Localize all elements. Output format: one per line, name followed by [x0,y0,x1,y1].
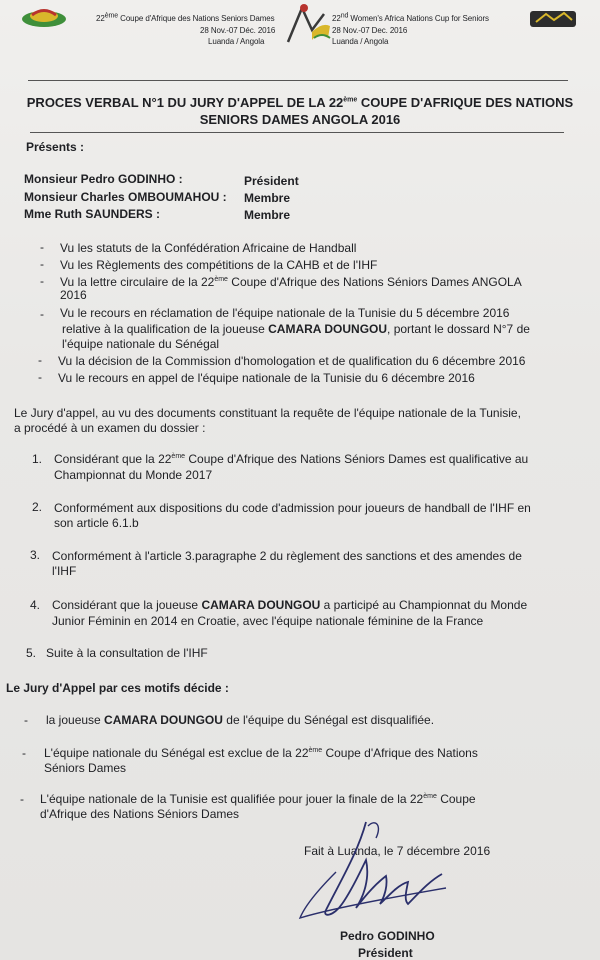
document-title: PROCES VERBAL N°1 DU JURY D'APPEL DE LA 22ème COUPE D'AFRIQUE DES NATIONS [26,95,574,110]
header-left-title: 22ème Coupe d'Afrique des Nations Seniors Dames [96,12,275,23]
member-name-1: Monsieur Pedro GODINHO : [24,172,183,186]
tournament-emblem-icon [282,2,334,48]
bullet-dash: - [24,713,28,727]
presents-heading: Présents : [26,140,85,154]
header-divider [28,80,568,81]
document-subtitle: SENIORS DAMES ANGOLA 2016 [199,112,401,127]
bullet-dash: - [40,274,44,288]
header-right-dates: 28 Nov.-07 Dec. 2016 [332,26,408,35]
point-number-1: 1. [32,452,43,466]
point-4-cont: Junior Féminin en 2014 en Croatie, avec l'équipe nationale féminine de la France [52,614,484,628]
handwritten-signature-icon [296,812,466,932]
bullet-dash: - [20,792,24,806]
header-left-place: Luanda / Angola [208,37,265,46]
point-4: Considérant que la joueuse CAMARA DOUNGOU a participé au Championnat du Monde [52,598,528,612]
point-3: Conformément à l'article 3.paragraphe 2 du règlement des sanctions et des amendes de [52,549,522,563]
cahb-logo-icon [18,6,70,28]
signatory-name: Pedro GODINHO [340,929,435,943]
member-role-2: Membre [244,191,291,205]
point-2-cont: son article 6.1.b [54,516,139,530]
header-right-place: Luanda / Angola [332,37,389,46]
consideration-3-cont: 2016 [60,288,87,302]
bullet-dash: - [38,370,42,384]
point-3-cont: l'IHF [52,564,77,578]
consideration-5: Vu la décision de la Commission d'homologation et de qualification du 6 décembre 2016 [58,354,526,368]
decision-3: L'équipe nationale de la Tunisie est qualifiée pour jouer la finale de la 22ème Coupe [40,792,476,806]
member-role-1: Président [244,174,299,188]
decision-2: L'équipe nationale du Sénégal est exclue de la 22ème Coupe d'Afrique des Nations [44,746,478,760]
header-right-title: 22nd Women's Africa Nations Cup for Seniors [332,12,489,23]
bullet-dash: - [38,353,42,367]
member-name-2: Monsieur Charles OMBOUMAHOU : [24,190,227,204]
bullet-dash: - [40,257,44,271]
consideration-4-cont: relative à la qualification de la joueuse CAMARA DOUNGOU, portant le dossard N°7 de [62,322,530,336]
intro-line-2: a procédé à un examen du dossier : [14,421,206,435]
consideration-4: Vu le recours en réclamation de l'équipe nationale de la Tunisie du 5 décembre 2016 [60,306,510,320]
consideration-3: Vu la lettre circulaire de la 22ème Coupe d'Afrique des Nations Séniors Dames ANGOLA [60,275,522,289]
title-divider [30,132,564,133]
point-number-4: 4. [30,598,41,612]
bullet-dash: - [22,746,26,760]
member-role-3: Membre [244,208,291,222]
point-number-2: 2. [32,500,43,514]
point-number-3: 3. [30,548,41,562]
point-number-5: 5. [26,646,37,660]
point-2: Conformément aux dispositions du code d'admission pour joueurs de handball de l'IHF en [54,501,531,515]
header-left-dates: 28 Nov.-07 Déc. 2016 [200,26,276,35]
consideration-1: Vu les statuts de la Confédération Africaine de Handball [60,241,357,255]
decision-2-cont: Séniors Dames [44,761,127,775]
consideration-2: Vu les Règlements des compétitions de la CAHB et de l'IHF [60,258,378,272]
point-5: Suite à la consultation de l'IHF [46,646,208,660]
place-date: Fait à Luanda, le 7 décembre 2016 [304,844,491,858]
decision-1: la joueuse CAMARA DOUNGOU de l'équipe du Sénégal est disqualifiée. [46,713,435,727]
consideration-6: Vu le recours en appel de l'équipe nationale de la Tunisie du 6 décembre 2016 [58,371,475,385]
decision-3-cont: d'Afrique des Nations Séniors Dames [40,807,240,821]
bullet-dash: - [40,240,44,254]
angola-federation-logo-icon [528,8,578,30]
point-1: Considérant que la 22ème Coupe d'Afrique des Nations Séniors Dames est qualificative au [54,452,529,466]
signatory-role: Président [358,946,413,960]
decision-heading: Le Jury d'Appel par ces motifs décide : [6,681,229,695]
bullet-dash: - [40,307,44,321]
intro-line-1: Le Jury d'appel, au vu des documents constituant la requête de l'équipe nationale de la Tunisie, [14,406,521,420]
consideration-4-cont2: l'équipe nationale du Sénégal [62,337,220,351]
member-name-3: Mme Ruth SAUNDERS : [24,207,161,221]
point-1-cont: Championnat du Monde 2017 [54,468,213,482]
